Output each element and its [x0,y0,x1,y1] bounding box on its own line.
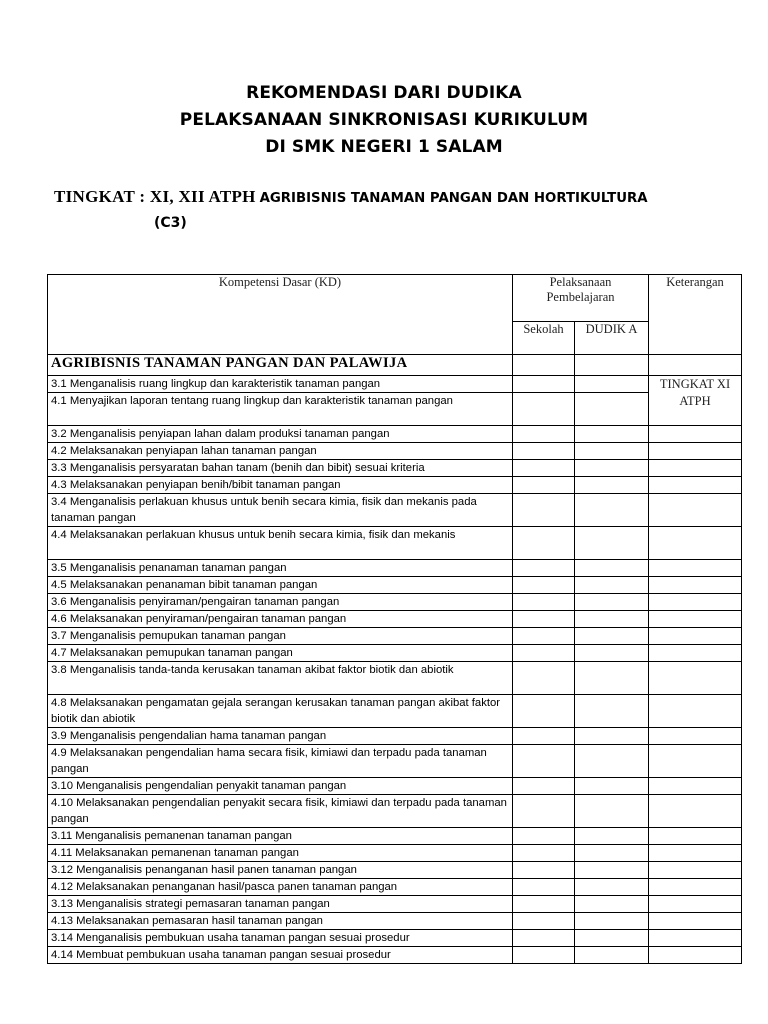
keterangan-cell[interactable] [649,527,742,560]
dudika-cell[interactable] [575,611,649,628]
kd-cell: 3.13 Menganalisis strategi pemasaran tanaman pangan [48,896,513,913]
keterangan-cell[interactable] [649,426,742,443]
kd-cell: 3.1 Menganalisis ruang lingkup dan karakteristik tanaman pangan [48,376,513,393]
table-row [48,862,742,879]
keterangan-cell[interactable] [649,594,742,611]
dudika-cell[interactable] [575,477,649,494]
kd-cell: 4.11 Melaksanakan pemanenan tanaman pangan [48,845,513,862]
dudika-cell[interactable] [575,560,649,577]
kd-cell: 3.12 Menganalisis penanganan hasil panen tanaman pangan [48,862,513,879]
sekolah-cell[interactable] [513,862,575,879]
keterangan-note: TINGKAT XI ATPH [649,376,742,426]
sekolah-cell[interactable] [513,577,575,594]
kd-cell: 4.14 Membuat pembukuan usaha tanaman pangan sesuai prosedur [48,947,513,964]
empty-cell[interactable] [575,355,649,376]
empty-cell[interactable] [649,355,742,376]
kd-cell: 4.1 Menyajikan laporan tentang ruang lingkup dan karakteristik tanaman pangan [48,393,513,426]
dudika-cell[interactable] [575,930,649,947]
dudika-cell[interactable] [575,594,649,611]
keterangan-cell[interactable] [649,913,742,930]
table-row [48,828,742,845]
kd-cell: 4.13 Melaksanakan pemasaran hasil tanaman pangan [48,913,513,930]
kd-cell: 4.7 Melaksanakan pemupukan tanaman pangan [48,645,513,662]
table-row [48,795,742,828]
sekolah-cell[interactable] [513,594,575,611]
kd-cell: 3.9 Menganalisis pengendalian hama tanaman pangan [48,728,513,745]
sekolah-cell[interactable] [513,393,575,426]
sekolah-cell[interactable] [513,460,575,477]
kd-cell: 3.11 Menganalisis pemanenan tanaman pangan [48,828,513,845]
dudika-cell[interactable] [575,577,649,594]
table-row [48,527,742,560]
kd-cell: 4.2 Melaksanakan penyiapan lahan tanaman pangan [48,443,513,460]
sekolah-cell[interactable] [513,426,575,443]
title-line-1: REKOMENDASI DARI DUDIKA [246,83,522,103]
tingkat-prefix: TINGKAT : XI, XII ATPH [54,187,256,206]
table-row [48,930,742,947]
kd-cell: 4.6 Melaksanakan penyiraman/pengairan tanaman pangan [48,611,513,628]
table-row [48,494,742,527]
table-row [48,460,742,477]
table-row [48,778,742,795]
keterangan-cell[interactable] [649,947,742,964]
sekolah-cell[interactable] [513,376,575,393]
kd-cell: 4.4 Melaksanakan perlakuan khusus untuk benih secara kimia, fisik dan mekanis [48,527,513,560]
dudika-cell[interactable] [575,494,649,527]
keterangan-cell[interactable] [649,930,742,947]
sekolah-cell[interactable] [513,477,575,494]
kd-cell: 3.10 Menganalisis pengendalian penyakit tanaman pangan [48,778,513,795]
dudika-cell[interactable] [575,845,649,862]
sekolah-cell[interactable] [513,728,575,745]
dudika-cell[interactable] [575,393,649,426]
kd-cell: 4.12 Melaksanakan penanganan hasil/pasca panen tanaman pangan [48,879,513,896]
table-row [48,560,742,577]
sekolah-cell[interactable] [513,695,575,728]
table-row [48,628,742,645]
table-row [48,645,742,662]
table-row [48,594,742,611]
kd-cell: 3.5 Menganalisis penanaman tanaman pangan [48,560,513,577]
sekolah-cell[interactable] [513,795,575,828]
kd-cell: 3.7 Menganalisis pemupukan tanaman pangan [48,628,513,645]
dudika-cell[interactable] [575,460,649,477]
kd-cell: 3.6 Menganalisis penyiraman/pengairan tanaman pangan [48,594,513,611]
sekolah-cell[interactable] [513,745,575,778]
keterangan-cell[interactable] [649,862,742,879]
sekolah-cell[interactable] [513,778,575,795]
keterangan-cell[interactable] [649,879,742,896]
table-row [48,477,742,494]
table-row [48,376,742,393]
table-row [48,695,742,728]
sekolah-cell[interactable] [513,628,575,645]
keterangan-cell[interactable] [649,628,742,645]
keterangan-cell[interactable] [649,460,742,477]
keterangan-cell[interactable] [649,577,742,594]
table-row [48,728,742,745]
sekolah-cell[interactable] [513,879,575,896]
sekolah-cell[interactable] [513,896,575,913]
kd-cell: 3.3 Menganalisis persyaratan bahan tanam (benih dan bibit) sesuai kriteria [48,460,513,477]
sekolah-cell[interactable] [513,443,575,460]
keterangan-cell[interactable] [649,828,742,845]
title-line-3: DI SMK NEGERI 1 SALAM [265,137,503,157]
table-row [48,913,742,930]
tingkat-code: (C3) [154,215,187,231]
keterangan-cell[interactable] [649,645,742,662]
keterangan-cell[interactable] [649,611,742,628]
dudika-cell[interactable] [575,645,649,662]
sekolah-cell[interactable] [513,845,575,862]
dudika-cell[interactable] [575,628,649,645]
kd-cell: 3.4 Menganalisis perlakuan khusus untuk benih secara kimia, fisik dan mekanis pada tanaman pangan [48,494,513,527]
keterangan-cell[interactable] [649,477,742,494]
keterangan-cell[interactable] [649,845,742,862]
keterangan-cell[interactable] [649,896,742,913]
dudika-cell[interactable] [575,947,649,964]
sekolah-cell[interactable] [513,947,575,964]
keterangan-cell[interactable] [649,560,742,577]
dudika-cell[interactable] [575,443,649,460]
table-row [48,662,742,695]
title-line-2: PELAKSANAAN SINKRONISASI KURIKULUM [179,110,589,130]
tingkat-program: AGRIBISNIS TANAMAN PANGAN DAN HORTIKULTURA [259,191,648,206]
keterangan-cell[interactable] [649,662,742,695]
header-kd: Kompetensi Dasar (KD) [48,275,513,355]
dudika-cell[interactable] [575,745,649,778]
table-row [48,577,742,594]
sekolah-cell[interactable] [513,930,575,947]
table-row [48,879,742,896]
dudika-cell[interactable] [575,376,649,393]
keterangan-cell[interactable] [649,695,742,728]
table-row [48,426,742,443]
dudika-cell[interactable] [575,662,649,695]
dudika-cell[interactable] [575,778,649,795]
tingkat-heading [54,186,744,234]
kd-cell: 4.8 Melaksanakan pengamatan gejala serangan kerusakan tanaman pangan akibat faktor biotik dan abiotik [48,695,513,728]
kd-cell: 4.9 Melaksanakan pengendalian hama secara fisik, kimiawi dan terpadu pada tanaman pangan [48,745,513,778]
document-title [0,80,768,161]
kd-cell: 4.5 Melaksanakan penanaman bibit tanaman pangan [48,577,513,594]
keterangan-cell[interactable] [649,778,742,795]
dudika-cell[interactable] [575,879,649,896]
keterangan-cell[interactable] [649,795,742,828]
sekolah-cell[interactable] [513,560,575,577]
sekolah-cell[interactable] [513,662,575,695]
header-sekolah: Sekolah [513,322,575,355]
dudika-cell[interactable] [575,828,649,845]
dudika-cell[interactable] [575,862,649,879]
kd-cell: 3.14 Menganalisis pembukuan usaha tanaman pangan sesuai prosedur [48,930,513,947]
table-row [48,393,742,426]
dudika-cell[interactable] [575,728,649,745]
table-row [48,845,742,862]
keterangan-cell[interactable] [649,728,742,745]
dudika-cell[interactable] [575,695,649,728]
dudika-cell[interactable] [575,896,649,913]
kd-cell: 3.2 Menganalisis penyiapan lahan dalam produksi tanaman pangan [48,426,513,443]
sekolah-cell[interactable] [513,828,575,845]
kd-cell: 3.8 Menganalisis tanda-tanda kerusakan tanaman akibat faktor biotik dan abiotik [48,662,513,695]
header-keterangan: Keterangan [649,275,742,355]
dudika-cell[interactable] [575,527,649,560]
table-row [48,896,742,913]
table-row [48,947,742,964]
table-row [48,443,742,460]
kd-cell: 4.3 Melaksanakan penyiapan benih/bibit tanaman pangan [48,477,513,494]
sekolah-cell[interactable] [513,527,575,560]
empty-cell[interactable] [513,355,575,376]
sekolah-cell[interactable] [513,494,575,527]
sekolah-cell[interactable] [513,611,575,628]
sekolah-cell[interactable] [513,913,575,930]
section-title: AGRIBISNIS TANAMAN PANGAN DAN PALAWIJA [48,355,513,376]
keterangan-cell[interactable] [649,443,742,460]
kd-cell: 4.10 Melaksanakan pengendalian penyakit secara fisik, kimiawi dan terpadu pada tanaman pangan [48,795,513,828]
keterangan-cell[interactable] [649,745,742,778]
dudika-cell[interactable] [575,913,649,930]
dudika-cell[interactable] [575,426,649,443]
table-row [48,611,742,628]
sekolah-cell[interactable] [513,645,575,662]
keterangan-cell[interactable] [649,494,742,527]
header-dudika: DUDIK A [575,322,649,355]
dudika-cell[interactable] [575,795,649,828]
table-row [48,745,742,778]
kd-table [47,274,742,964]
header-pelaksanaan: Pelaksanaan Pembelajaran [513,275,649,322]
